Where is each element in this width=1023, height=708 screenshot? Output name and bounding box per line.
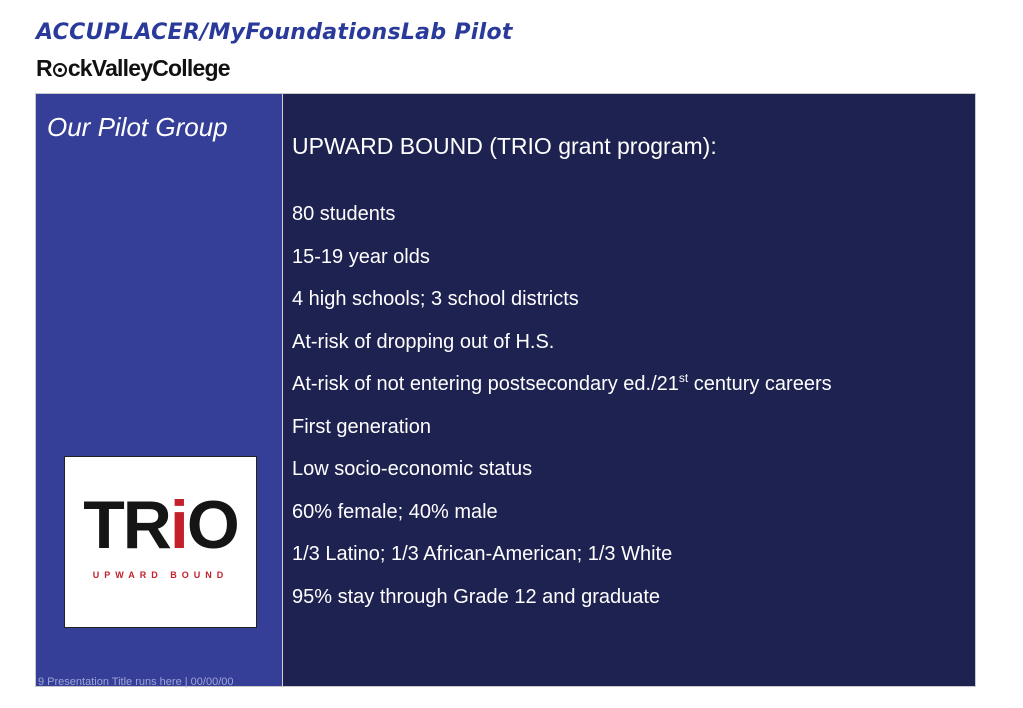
logo-letter-r: R (36, 55, 52, 81)
list-item: At-risk of dropping out of H.S. (292, 330, 555, 353)
list-item: Low socio-economic status (292, 458, 533, 480)
list-item-text: century careers (688, 373, 832, 395)
rock-circle-icon (53, 63, 67, 77)
list-item: 1/3 Latino; 1/3 African-American; 1/3 White (292, 543, 673, 565)
trio-subtitle: UPWARD BOUND (92, 570, 229, 580)
bullet-list (292, 201, 832, 626)
list-item: 15-19 year olds (292, 245, 430, 268)
left-panel (36, 94, 283, 686)
list-item: 60% female; 40% male (292, 500, 498, 523)
header-title: ACCUPLACER/MyFoundationsLab Pilot (36, 20, 513, 45)
trio-letters-tr: TR (83, 487, 170, 563)
list-item: 4 high schools; 3 school districts (292, 288, 579, 310)
list-item-text: At-risk of not entering postsecondary ed./21 (292, 373, 679, 395)
panel-title: Our Pilot Group (47, 112, 228, 142)
trio-upward-bound-logo (64, 456, 257, 628)
list-item: 95% stay through Grade 12 and graduate (292, 585, 661, 608)
list-item: 80 students (292, 203, 396, 225)
list-item (292, 371, 832, 414)
rock-valley-college-logo (36, 55, 230, 82)
trio-letter-o: O (186, 487, 238, 563)
footer-text: 9 Presentation Title runs here | 00/00/00 (38, 676, 234, 688)
trio-letter-i: i (169, 487, 187, 563)
slide-body (35, 93, 976, 687)
trio-wordmark (65, 487, 256, 563)
content-heading: UPWARD BOUND (TRIO grant program): (292, 133, 717, 159)
content-area (292, 94, 975, 686)
logo-text: ckValleyCollege (67, 55, 230, 81)
superscript-st: st (678, 371, 689, 385)
list-item: First generation (292, 415, 431, 438)
